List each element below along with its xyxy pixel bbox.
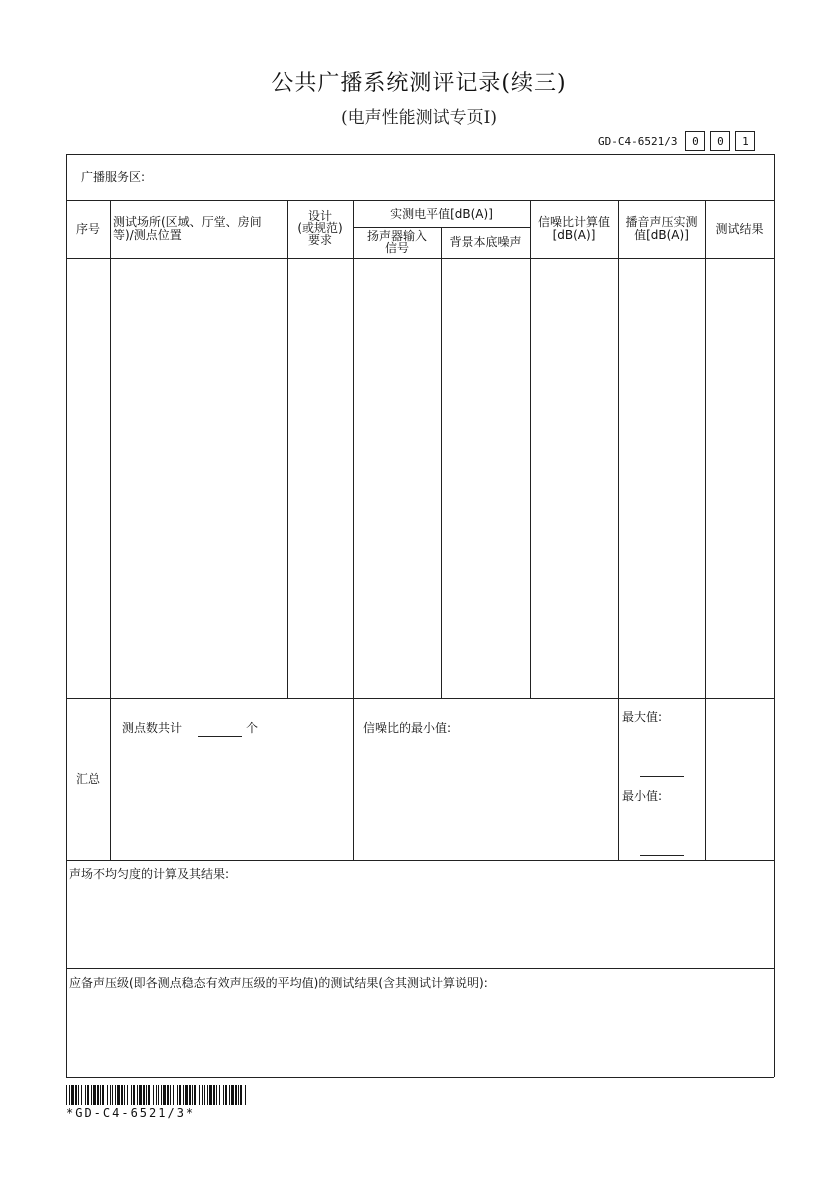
avg-spl-label: 应备声压级(即各测点稳态有效声压级的平均值)的测试结果(含其测试计算说明):	[69, 976, 488, 990]
page-subtitle: (电声性能测试专页Ⅰ)	[341, 108, 497, 128]
uniformity-label: 声场不均匀度的计算及其结果:	[69, 867, 230, 881]
summary-points-suffix: 个	[246, 721, 259, 735]
form-code-box-1: 0	[685, 131, 705, 151]
table-border-bottom	[66, 1077, 774, 1078]
summary-snr-min: 信噪比的最小值:	[363, 721, 452, 735]
summary-max-blank[interactable]	[640, 776, 684, 777]
col-rule-6	[618, 200, 619, 860]
header-background-noise: 背景本底噪声	[449, 235, 522, 249]
summary-min-label: 最小值:	[622, 789, 663, 803]
header-result: 测试结果	[715, 222, 764, 236]
header-design-line1: 设计	[307, 209, 332, 223]
form-code-prefix: GD-C4-6521/3	[598, 134, 678, 148]
summary-max-label: 最大值:	[622, 710, 663, 724]
barcode-icon	[66, 1085, 248, 1105]
header-measured-level: 实测电平值[dB(A)]	[390, 207, 493, 221]
rule-summary-bottom	[66, 860, 774, 861]
summary-points-prefix: 测点数共计	[122, 721, 183, 735]
header-spl-line2: 值[dB(A)]	[634, 228, 689, 242]
col-rule-1	[110, 200, 111, 860]
summary-min-blank[interactable]	[640, 855, 684, 856]
service-area-label: 广播服务区:	[81, 170, 146, 184]
page-title: 公共广播系统测评记录(续三)	[271, 71, 567, 96]
table-border-top	[66, 154, 774, 155]
rule-header-top	[66, 200, 774, 201]
col-rule-2	[287, 200, 288, 698]
rule-body-bottom	[66, 698, 774, 699]
col-rule-4	[441, 227, 442, 698]
header-snr-line1: 信噪比计算值	[537, 215, 610, 229]
header-speaker-input-line2: 信号	[384, 241, 409, 255]
barcode-text: *GD-C4-6521/3*	[66, 1106, 196, 1120]
summary-points-blank[interactable]	[198, 736, 242, 737]
table-border-left	[66, 154, 67, 1077]
header-seq: 序号	[75, 222, 100, 236]
header-spl-line1: 播音声压实测	[625, 215, 698, 229]
col-rule-7	[705, 200, 706, 860]
form-code-box-3: 1	[735, 131, 755, 151]
header-design-line3: 要求	[307, 233, 332, 247]
form-code	[598, 131, 755, 151]
rule-header-bottom	[66, 258, 774, 259]
rule-uniformity-bottom	[66, 968, 774, 969]
col-rule-5	[530, 200, 531, 698]
header-snr-line2: [dB(A)]	[552, 228, 596, 242]
header-location-line2: 等)/测点位置	[113, 228, 182, 242]
header-design-line2: (或规范)	[297, 221, 343, 235]
table-border-right	[774, 154, 775, 1077]
header-speaker-input-line1: 扬声器输入	[366, 229, 427, 243]
col-rule-3	[353, 200, 354, 860]
summary-label: 汇总	[75, 772, 100, 786]
header-location-line1: 测试场所(区域、厅堂、房间	[113, 215, 262, 229]
form-code-box-2: 0	[710, 131, 730, 151]
